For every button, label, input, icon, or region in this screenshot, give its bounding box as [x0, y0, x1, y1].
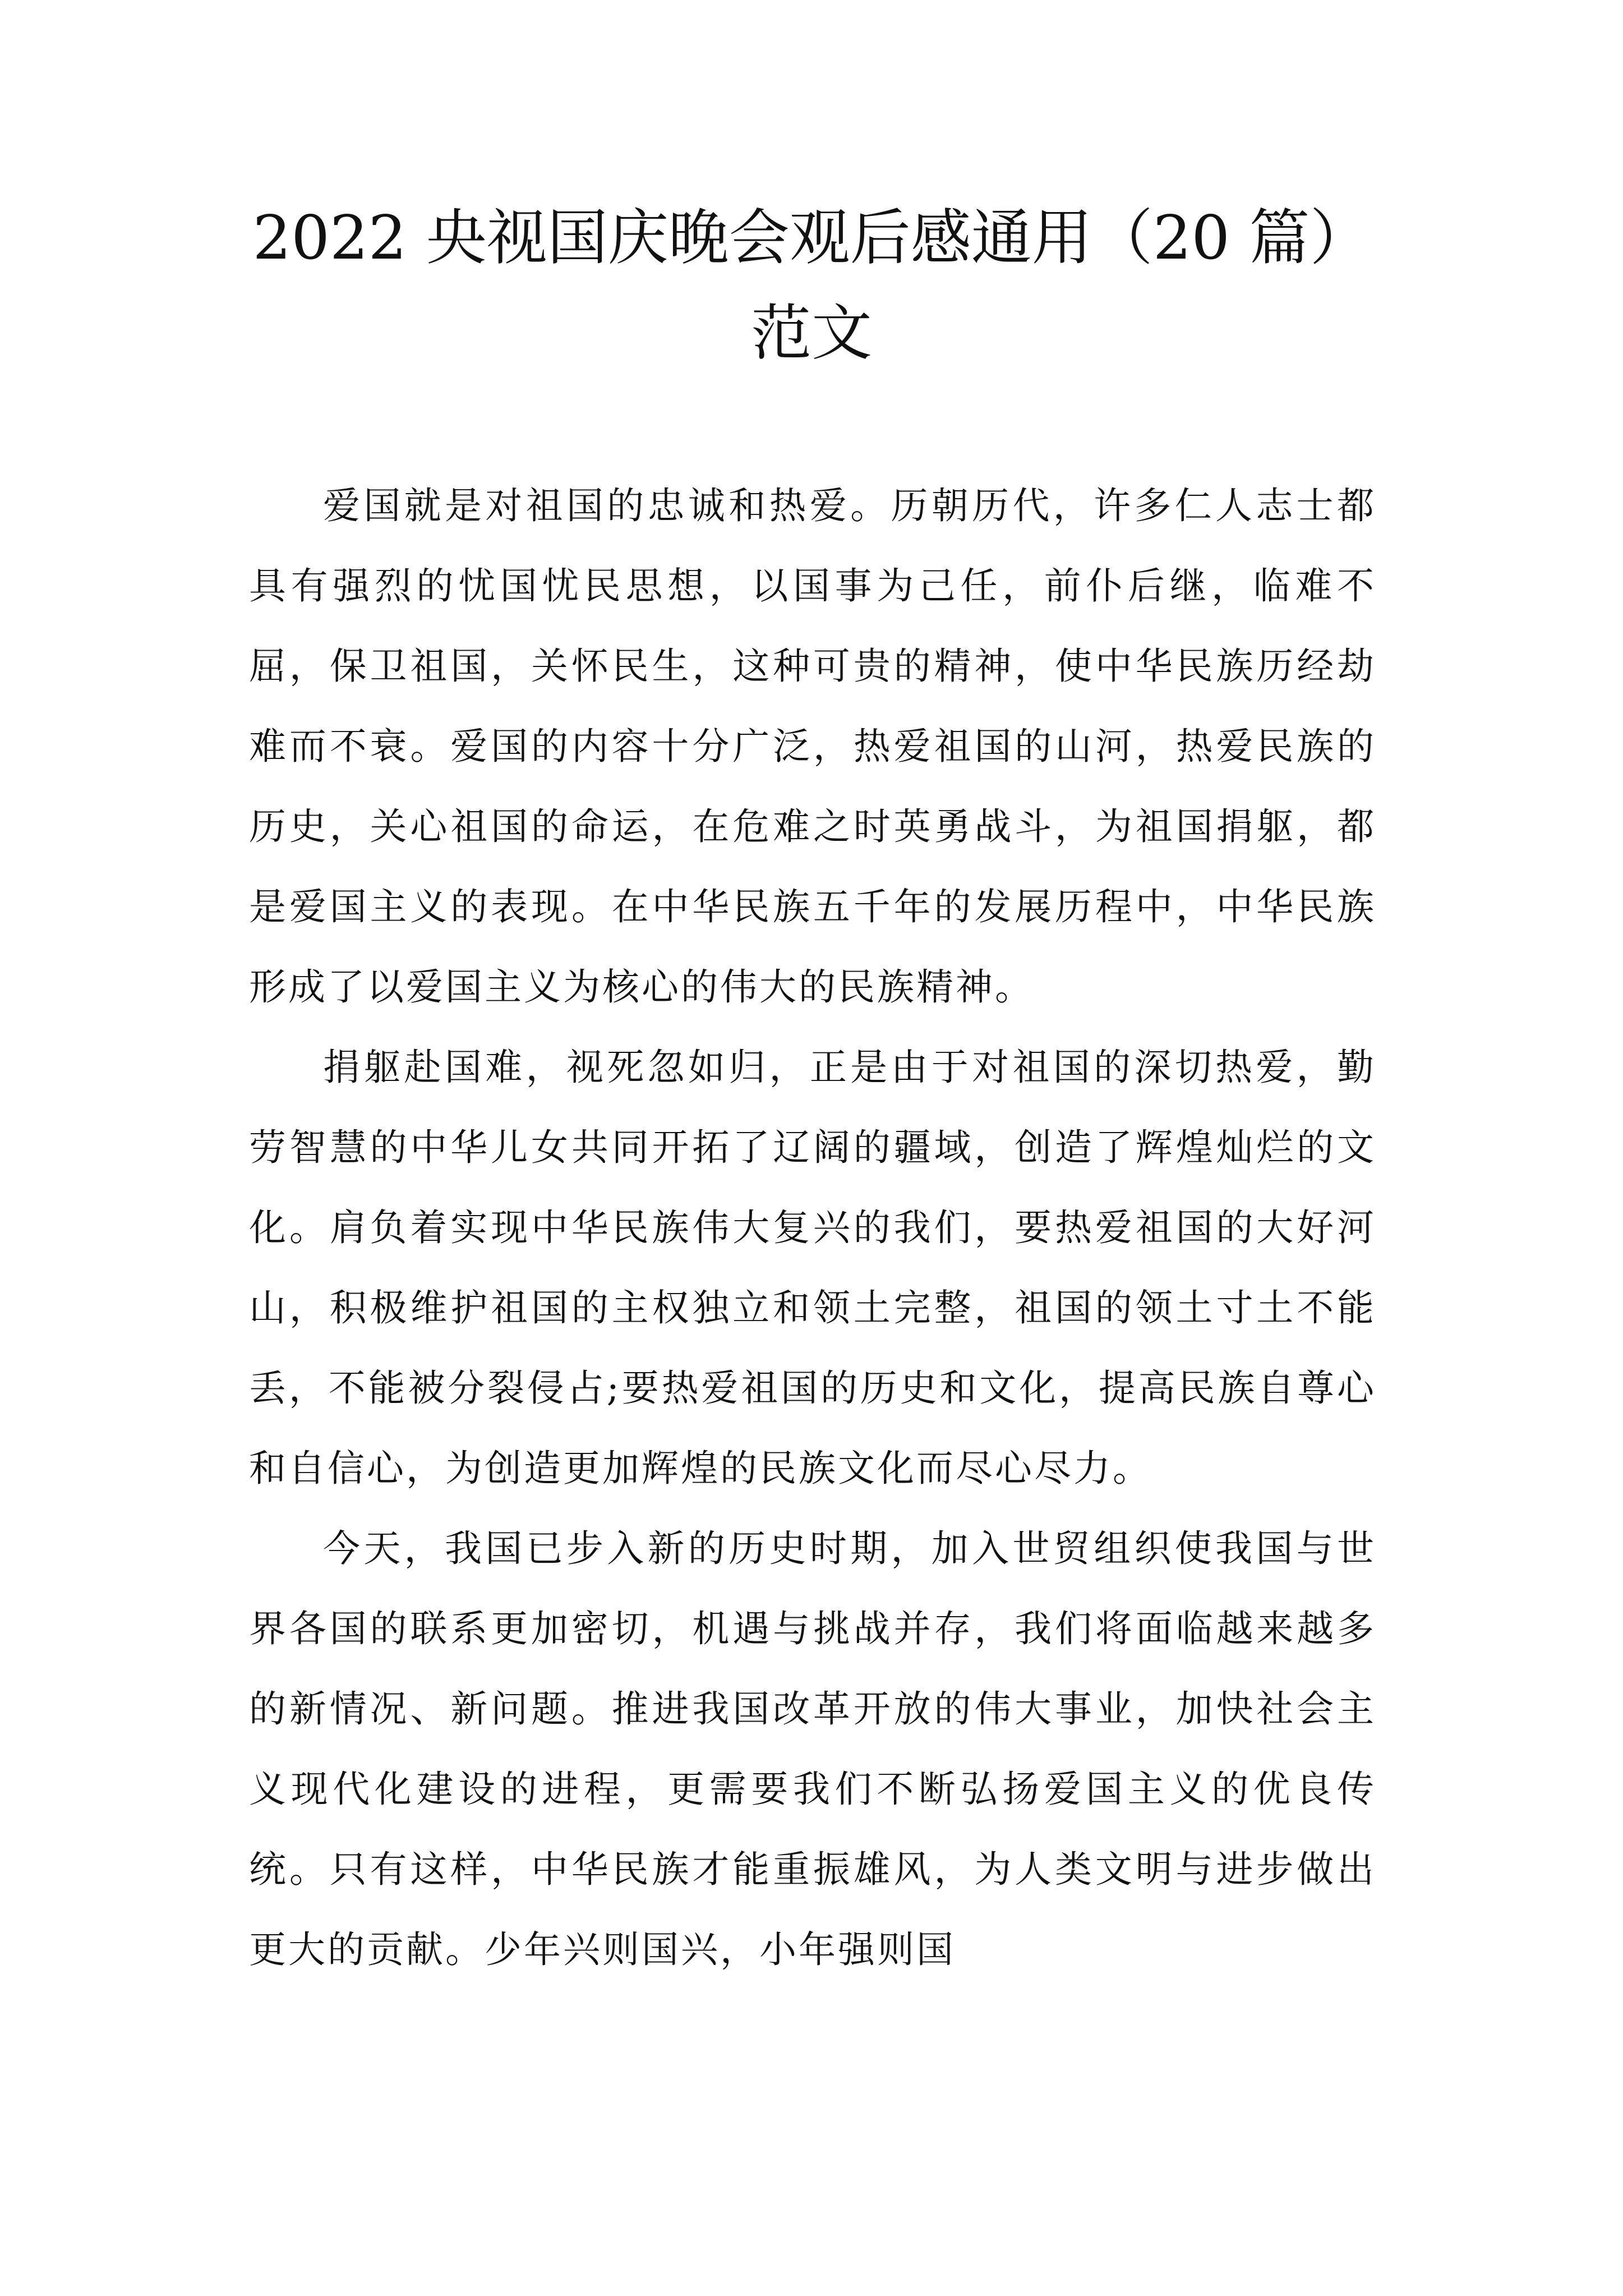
- paragraph-1: 爱国就是对祖国的忠诚和热爱。历朝历代，许多仁人志士都具有强烈的忧国忧民思想，以国事为己任，前仆后继，临难不屈，保卫祖国，关怀民生，这种可贵的精神，使中华民族历经劫难而不衰。爱国的内容十分广泛，热爱祖国的山河，热爱民族的历史，关心祖国的命运，在危难之时英勇战斗，为祖国捐躯，都是爱国主义的表现。在中华民族五千年的发展历程中，中华民族形成了以爱国主义为核心的伟大的民族精神。: [249, 484, 1376, 1009]
- document-title: 2022 央视国庆晚会观后感通用（20 篇）范文: [252, 203, 1371, 369]
- document-body: [249, 466, 1376, 1990]
- paragraph-3: 今天，我国已步入新的历史时期，加入世贸组织使我国与世界各国的联系更加密切，机遇与挑战并存，我们将面临越来越多的新情况、新问题。推进我国改革开放的伟大事业，加快社会主义现代化建设的进程，更需要我们不断弘扬爱国主义的优良传统。只有这样，中华民族才能重振雄风，为人类文明与进步做出更大的贡献。少年兴则国兴，小年强则国: [249, 1527, 1376, 1971]
- paragraph-2: 捐躯赴国难，视死忽如归，正是由于对祖国的深切热爱，勤劳智慧的中华儿女共同开拓了辽阔的疆域，创造了辉煌灿烂的文化。肩负着实现中华民族伟大复兴的我们，要热爱祖国的大好河山，积极维护祖国的主权独立和领土完整，祖国的领土寸土不能丢，不能被分裂侵占;要热爱祖国的历史和文化，提高民族自尊心和自信心，为创造更加辉煌的民族文化而尽心尽力。: [249, 1046, 1376, 1490]
